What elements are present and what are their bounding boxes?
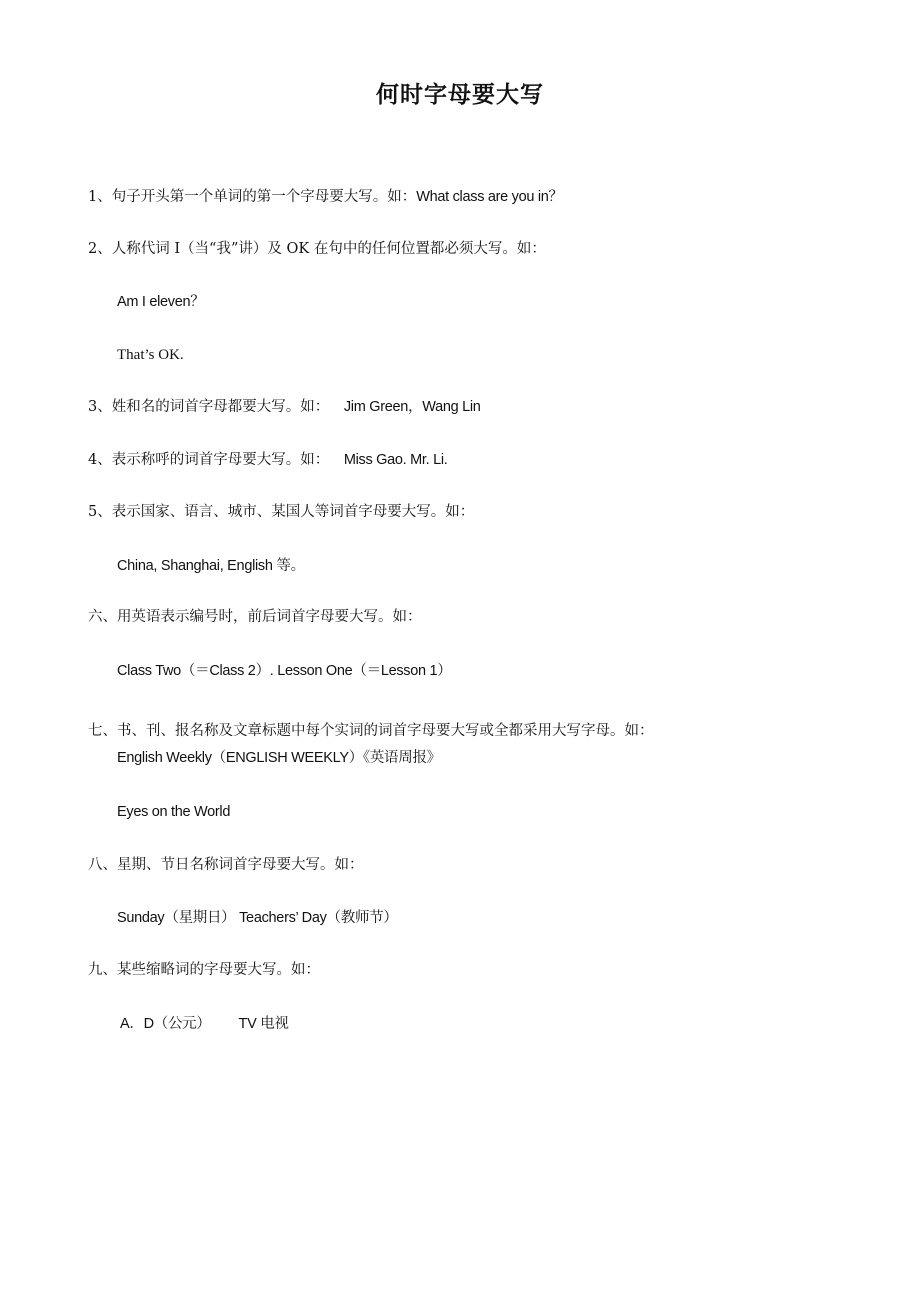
rule-5-example: China, Shanghai, English 等。 xyxy=(117,558,305,574)
rule-5: 5、表示国家、语言、城市、某国人等词首字母要大写。如： xyxy=(88,504,475,520)
rule-3 xyxy=(88,397,481,417)
rule-9-example-1: A．D（公元） xyxy=(120,1016,211,1032)
rule-9: 九、某些缩略词的字母要大写。如： xyxy=(88,962,320,978)
rule-2-example-1: Am I eleven？ xyxy=(117,294,205,310)
rule-2: 2、人称代词 I（当“我”讲）及 OK 在句中的任何位置都必须大写。如： xyxy=(88,241,546,257)
rule-7-example-2: Eyes on the World xyxy=(117,804,231,820)
rule-1-example: What class are you in？ xyxy=(416,189,563,205)
rule-4-text: 4、表示称呼的词首字母要大写。如： xyxy=(88,452,330,468)
rule-8: 八、星期、节日名称词首字母要大写。如： xyxy=(88,857,364,873)
rule-9-example-2: TV 电视 xyxy=(238,1016,289,1032)
rule-4 xyxy=(88,450,448,470)
rule-3-text: 3、姓和名的词首字母都要大写。如： xyxy=(88,399,330,415)
rule-2-example-2: That’s OK. xyxy=(117,347,184,363)
rule-7-example-1: English Weekly（ENGLISH WEEKLY）《英语周报》 xyxy=(117,750,441,766)
rule-4-example: Miss Gao. Mr. Li. xyxy=(343,452,448,468)
rule-6: 六、用英语表示编号时，前后词首字母要大写。如： xyxy=(88,609,422,625)
rule-9-examples xyxy=(120,1014,289,1034)
rule-1 xyxy=(88,187,563,207)
rule-1-text: 1、句子开头第一个单词的第一个字母要大写。如： xyxy=(88,189,417,205)
page-title: 何时字母要大写 xyxy=(376,82,544,108)
rule-3-example: Jim Green，Wang Lin xyxy=(343,399,481,415)
rule-6-example: Class Two（＝Class 2）. Lesson One（＝Lesson 1） xyxy=(117,663,452,679)
rule-8-example: Sunday（星期日） Teachers’ Day（教师节） xyxy=(117,910,398,926)
rule-7: 七、书、刊、报名称及文章标题中每个实词的词首字母要大写或全都采用大写字母。如： xyxy=(88,723,654,739)
